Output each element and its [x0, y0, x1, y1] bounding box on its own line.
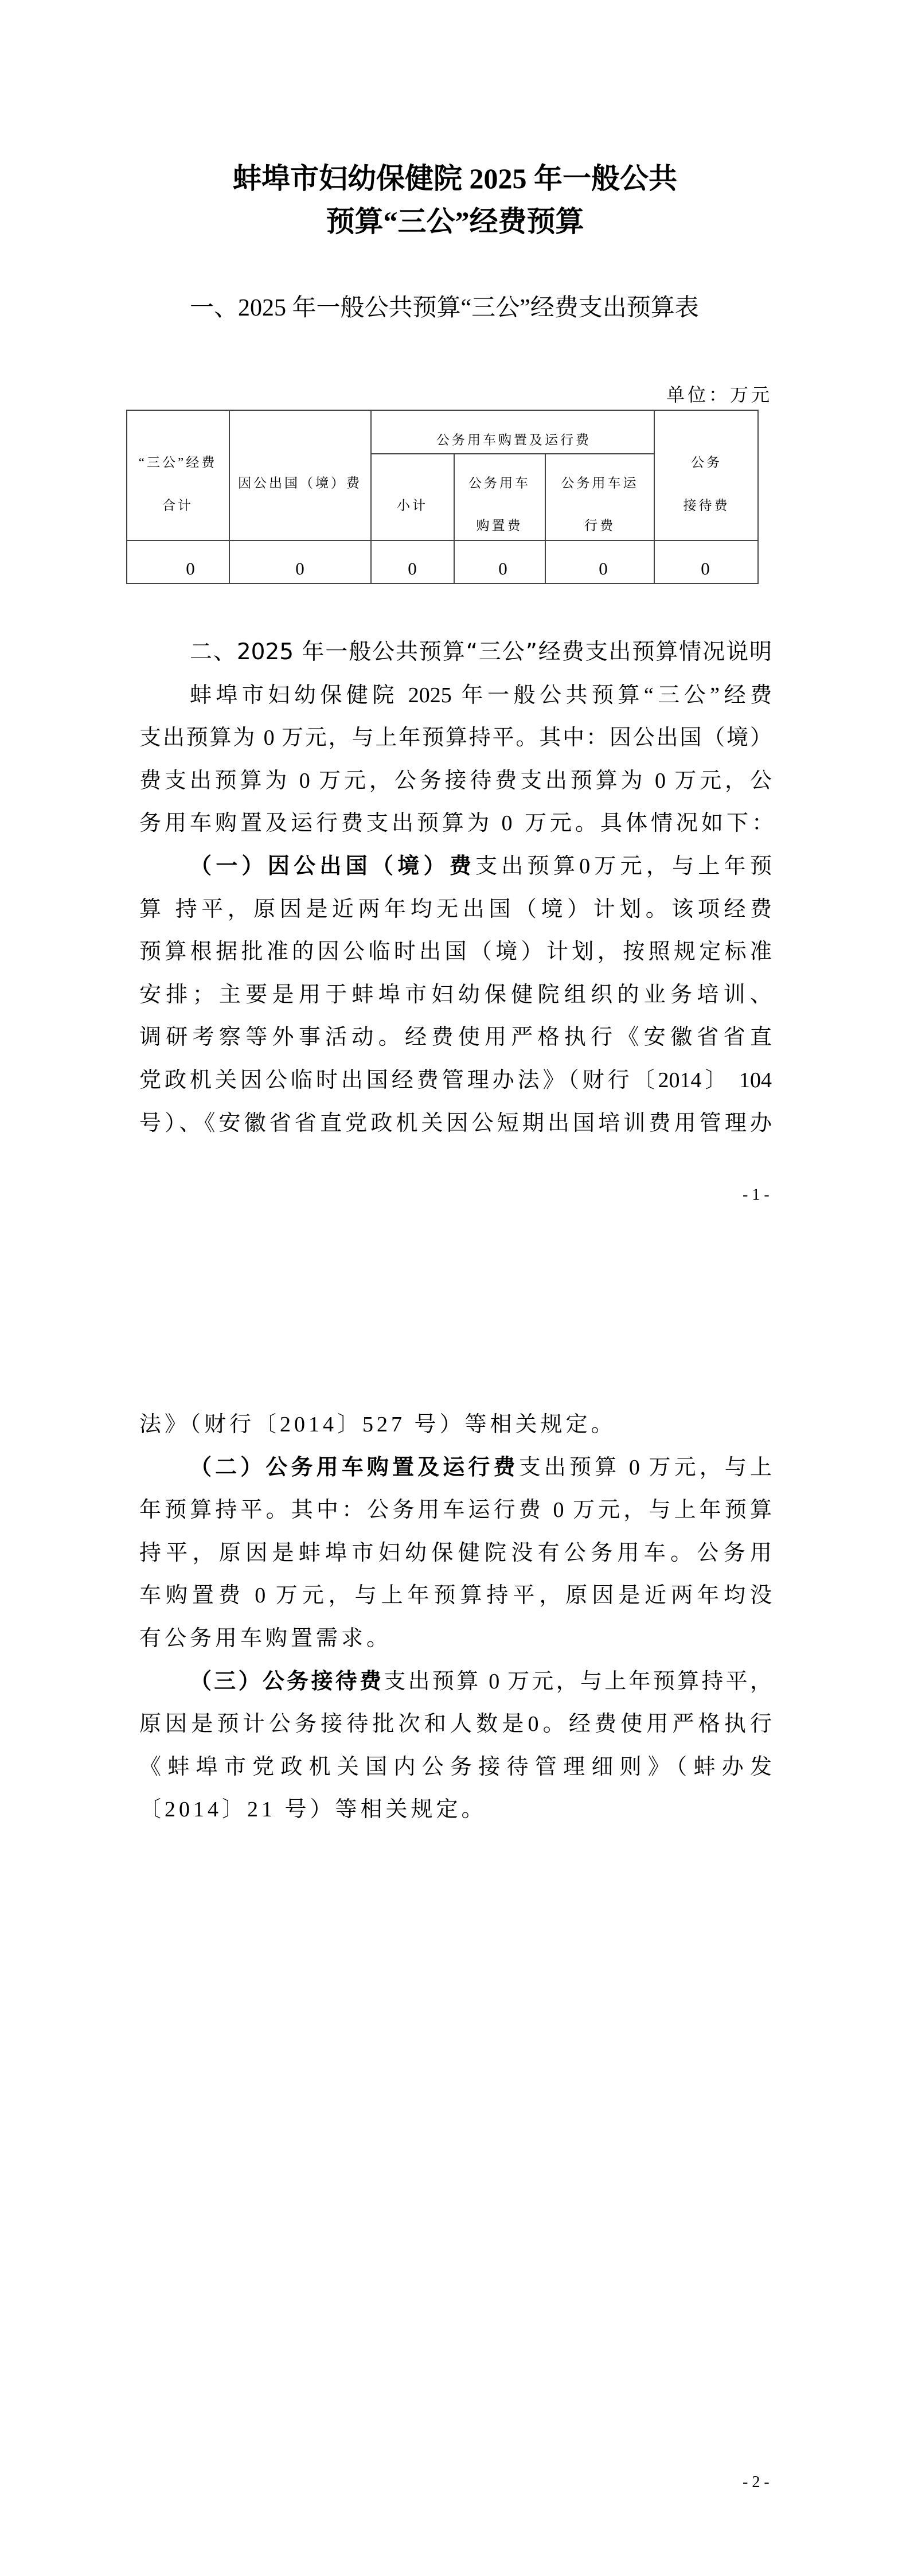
item1-line: 预算根据批准的因公临时出国（境）计划，按照规定标准 — [139, 940, 772, 964]
table-rule — [229, 410, 230, 584]
header-vehicle-group: 公务用车购置及运行费 — [436, 433, 591, 448]
item1-line: 安排；主要是用于蚌埠市妇幼保健院组织的业务培训、 — [139, 982, 772, 1007]
header-vehicle-subtotal: 小计 — [397, 498, 428, 513]
value-total: 0 — [186, 558, 195, 579]
item1-line: 党政机关因公临时出国经费管理办法》（财行〔2014〕 104 — [139, 1068, 772, 1092]
item3-line: 原因是预计公务接待批次和人数是0。经费使用严格执行 — [139, 1712, 772, 1737]
unit-label: 单位：万元 — [666, 384, 772, 405]
value-official-reception: 0 — [701, 558, 710, 579]
header-vehicle-operation-line1: 公务用车运 — [561, 476, 639, 491]
table-rule — [370, 410, 372, 584]
table-rule — [654, 410, 655, 584]
item1-first-line — [139, 845, 772, 888]
header-reception-line2: 接待费 — [683, 498, 730, 513]
value-vehicle-subtotal: 0 — [408, 558, 417, 579]
item2-line: 年预算持平。其中：公务用车运行费 0 万元，与上年预算 — [139, 1498, 772, 1523]
item1-lead: （一）因公出国（境）费 — [190, 854, 475, 878]
document-title — [0, 157, 910, 243]
table-rule — [370, 453, 655, 454]
table-rule — [545, 454, 546, 584]
section2-heading: 二、2025 年一般公共预算“三公”经费支出预算情况说明 — [190, 639, 772, 665]
value-vehicle-purchase: 0 — [498, 558, 507, 579]
item2-first-line — [139, 1446, 772, 1489]
section2-page1 — [139, 631, 778, 1145]
item3-line: 《蚌埠市党政机关国内公务接待管理细则》（蚌办发 — [139, 1754, 772, 1779]
header-reception-line1: 公务 — [691, 455, 722, 470]
section2-page2 — [139, 1403, 772, 1831]
value-official-abroad: 0 — [295, 558, 304, 579]
value-vehicle-operation: 0 — [599, 558, 608, 579]
item1-line: 算 持平，原因是近两年均无出国（境）计划。该项经费 — [139, 897, 772, 921]
intro-line: 蚌埠市妇幼保健院 2025 年一般公共预算“三公”经费 — [190, 683, 772, 707]
table-rule — [126, 540, 759, 541]
item2-line: 有公务用车购置需求。 — [139, 1626, 392, 1651]
intro-line: 费支出预算为 0 万元，公务接待费支出预算为 0 万元，公 — [139, 768, 772, 793]
item3-first-line — [139, 1660, 772, 1703]
item1-line: 法》（财行〔2014〕527 号）等相关规定。 — [139, 1412, 616, 1437]
item3-first-rest: 支出预算 0 万元，与上年预算持平， — [384, 1669, 772, 1694]
item2-first-rest: 支出预算 0 万元，与上 — [518, 1455, 772, 1480]
header-official-abroad: 因公出国（境）费 — [238, 476, 362, 491]
header-vehicle-purchase-line2: 购置费 — [476, 518, 523, 533]
table-rule — [454, 454, 455, 584]
item1-line: 号）、《安徽省省直党政机关因公短期出国培训费用管理办 — [139, 1111, 772, 1135]
item3-line: 〔2014〕21 号）等相关规定。 — [139, 1797, 487, 1822]
title-line-1: 蚌埠市妇幼保健院 2025 年一般公共 — [233, 162, 677, 194]
section1-heading: 一、2025 年一般公共预算“三公”经费支出预算表 — [190, 295, 699, 321]
header-total-line1: “三公”经费 — [138, 455, 217, 470]
item2-lead: （二）公务用车购置及运行费 — [190, 1455, 519, 1480]
item1-first-rest: 支出预算0万元，与上年预 — [475, 854, 772, 878]
item1-line: 调研考察等外事活动。经费使用严格执行《安徽省省直 — [139, 1025, 772, 1050]
header-vehicle-operation-line2: 行费 — [584, 518, 615, 533]
page-number-1: - 1 - — [743, 1186, 770, 1204]
header-vehicle-purchase-line1: 公务用车 — [468, 476, 530, 491]
item2-line: 持平，原因是蚌埠市妇幼保健院没有公务用车。公务用 — [139, 1540, 772, 1565]
item3-lead: （三）公务接待费 — [190, 1669, 384, 1694]
title-line-2: 预算“三公”经费预算 — [326, 205, 584, 238]
intro-line: 务用车购置及运行费支出预算为 0 万元。具体情况如下： — [139, 811, 778, 836]
page-number-2: - 2 - — [743, 2473, 770, 2491]
intro-line: 支出预算为 0 万元，与上年预算持平。其中：因公出国（境） — [139, 726, 772, 750]
item2-line: 车购置费 0 万元，与上年预算持平，原因是近两年均没 — [139, 1583, 772, 1608]
header-total-line2: 合计 — [162, 498, 193, 513]
